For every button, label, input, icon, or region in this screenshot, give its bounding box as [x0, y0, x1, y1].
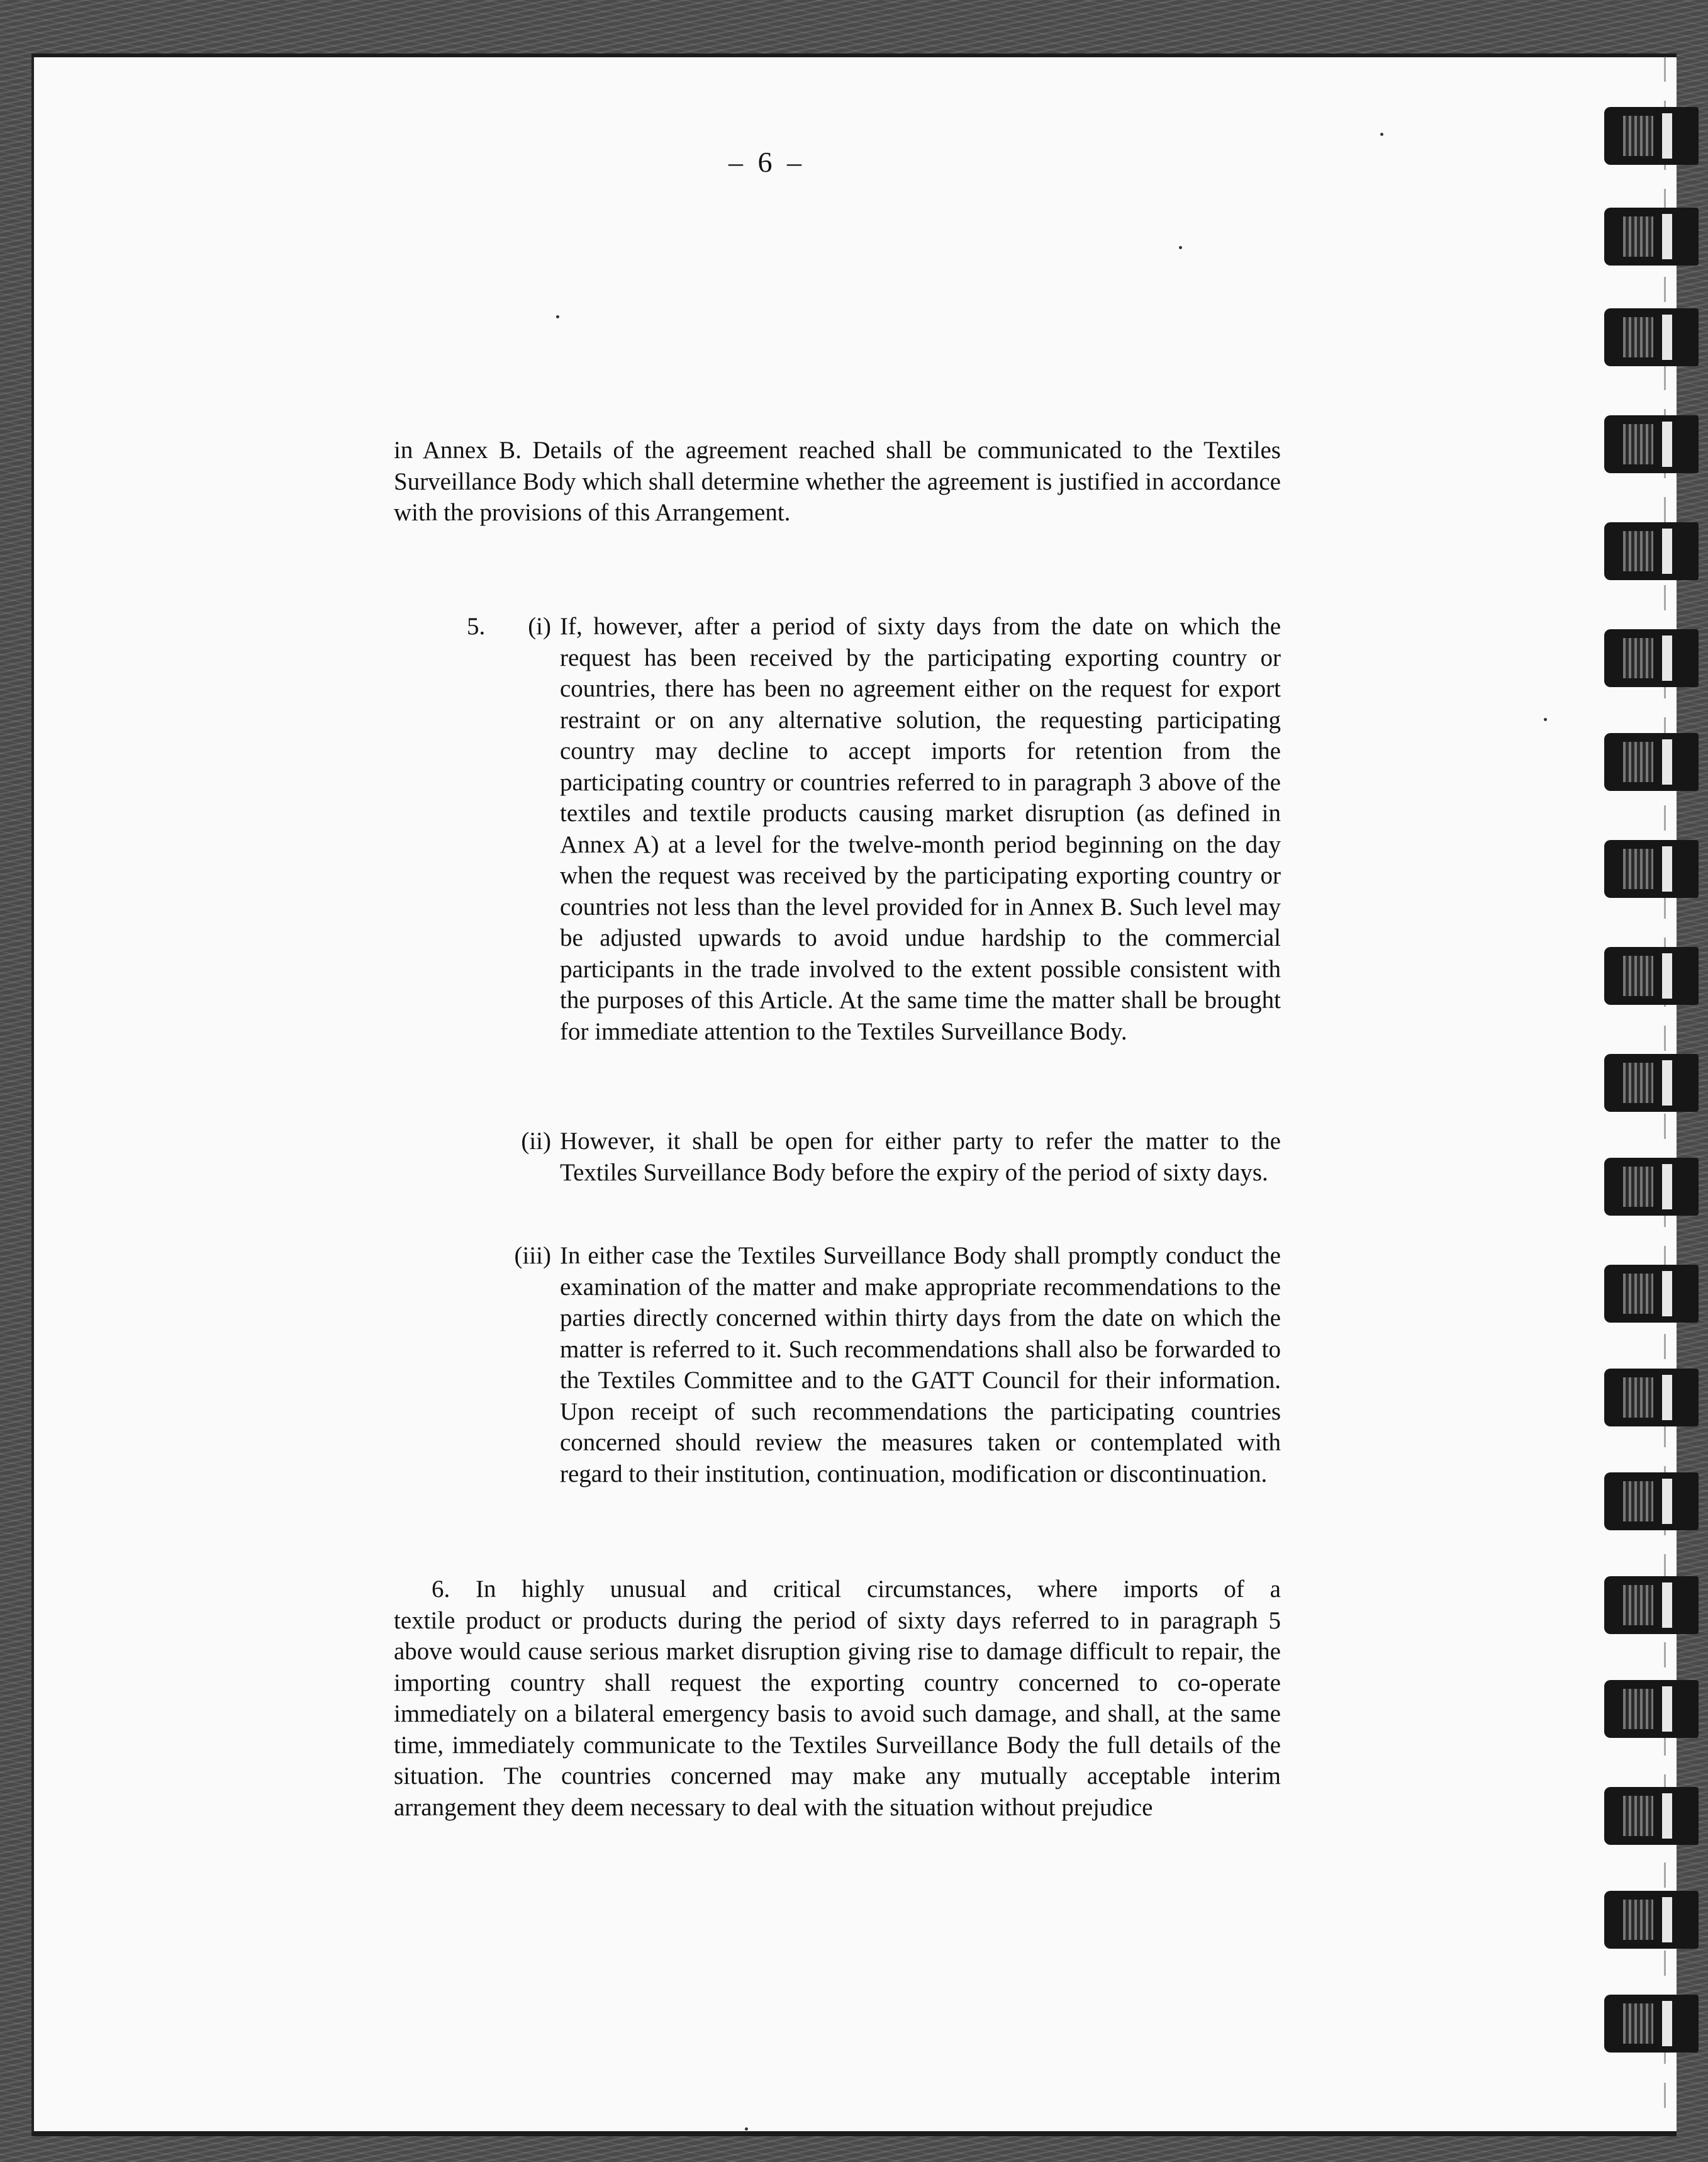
- binding-coil: [1604, 733, 1699, 791]
- binding-coil: [1604, 308, 1699, 366]
- item-ii-text: However, it shall be open for either party to refer the matter to the Textiles Surveillance Body before the expiry of the period of sixty days.: [560, 1128, 1281, 1186]
- scan-speck: [1179, 246, 1182, 249]
- binding-coil: [1604, 415, 1699, 473]
- opening-paragraph: in Annex B. Details of the agreement reached shall be communicated to the Textiles Surveillance Body which shall determine whether the agreement is justified in accordance with the provisions of this Arrangement.: [394, 437, 1281, 526]
- scan-speck: [556, 315, 559, 318]
- paragraph-6-text: textile product or products during the period of sixty days referred to in paragraph 5 above would cause serious market disruption giving rise to damage difficult to repair, the importing country shall request the exporting country concerned to co-operate immediately on a bilateral emergency basis to avoid such damage, and shall, at the same time, immediately communicate to the Textiles Surveillance Body the full details of the situation. The countries concerned may make any mutually acceptable interim arrangement they deem necessary to deal with the situation without prejudice: [394, 1606, 1281, 1821]
- binding-coil: [1604, 1787, 1699, 1845]
- binding-coil: [1604, 1158, 1699, 1216]
- page-number: – 6 –: [728, 146, 805, 178]
- scan-speck: [745, 2127, 748, 2131]
- binding-coil: [1604, 629, 1699, 687]
- item-ii-label: (ii): [521, 1128, 551, 1155]
- binding-coil: [1604, 1265, 1699, 1323]
- binding-coil: [1604, 107, 1699, 165]
- document-page: [31, 53, 1677, 2136]
- paragraph-6-first-line: 6. In highly unusual and critical circumstances, where imports of a: [432, 1576, 1281, 1603]
- binding-coil: [1604, 1472, 1699, 1530]
- binding-coil: [1604, 1995, 1699, 2053]
- item-i-text: If, however, after a period of sixty days from the date on which the request has been received by the participating exporting country or countries, there has been no agreement either on the request for export restraint or on any alternative solution, the requesting participating country may decline to accept imports for retention from the participating country or countries referred to in paragraph 3 above of the textiles and textile products causing market disruption (as defined in Annex A) at a level for the twelve-month period beginning on the day when the request was received by the participating exporting country or countries not less than the level provided for in Annex B. Such level may be adjusted upwards to avoid undue hardship to the commercial participants in the trade involved to the extent possible consistent with the purposes of this Article. At the same time the matter shall be brought for immediate attention to the Textiles Surveillance Body.: [560, 613, 1281, 1045]
- binding-coil: [1604, 1369, 1699, 1426]
- binding-coil: [1604, 1576, 1699, 1634]
- scan-speck: [1544, 718, 1547, 721]
- binding-coil: [1604, 1054, 1699, 1112]
- binding-coil: [1604, 840, 1699, 898]
- scan-speck: [1380, 133, 1383, 136]
- binding-coil: [1604, 522, 1699, 580]
- binding-coil: [1604, 947, 1699, 1005]
- item-iii-label: (iii): [514, 1242, 551, 1269]
- binding-coil: [1604, 208, 1699, 266]
- spiral-binding: [1592, 88, 1708, 2089]
- item-i-label: (i): [528, 613, 551, 640]
- binding-coil: [1604, 1891, 1699, 1949]
- binding-coil: [1604, 1680, 1699, 1738]
- paragraph-5-number: 5.: [467, 613, 486, 640]
- item-iii-text: In either case the Textiles Surveillance Body shall promptly conduct the examination of the matter and make appropriate recommendations to the parties directly concerned within thirty days from the date on which the matter is referred to it. Such recommendations shall also be forwarded to the Textiles Committee and to the GATT Council for their information. Upon receipt of such recommendations the participating countries concerned should review the measures taken or contemplated with regard to their institution, continuation, modification or discontinuation.: [560, 1242, 1281, 1487]
